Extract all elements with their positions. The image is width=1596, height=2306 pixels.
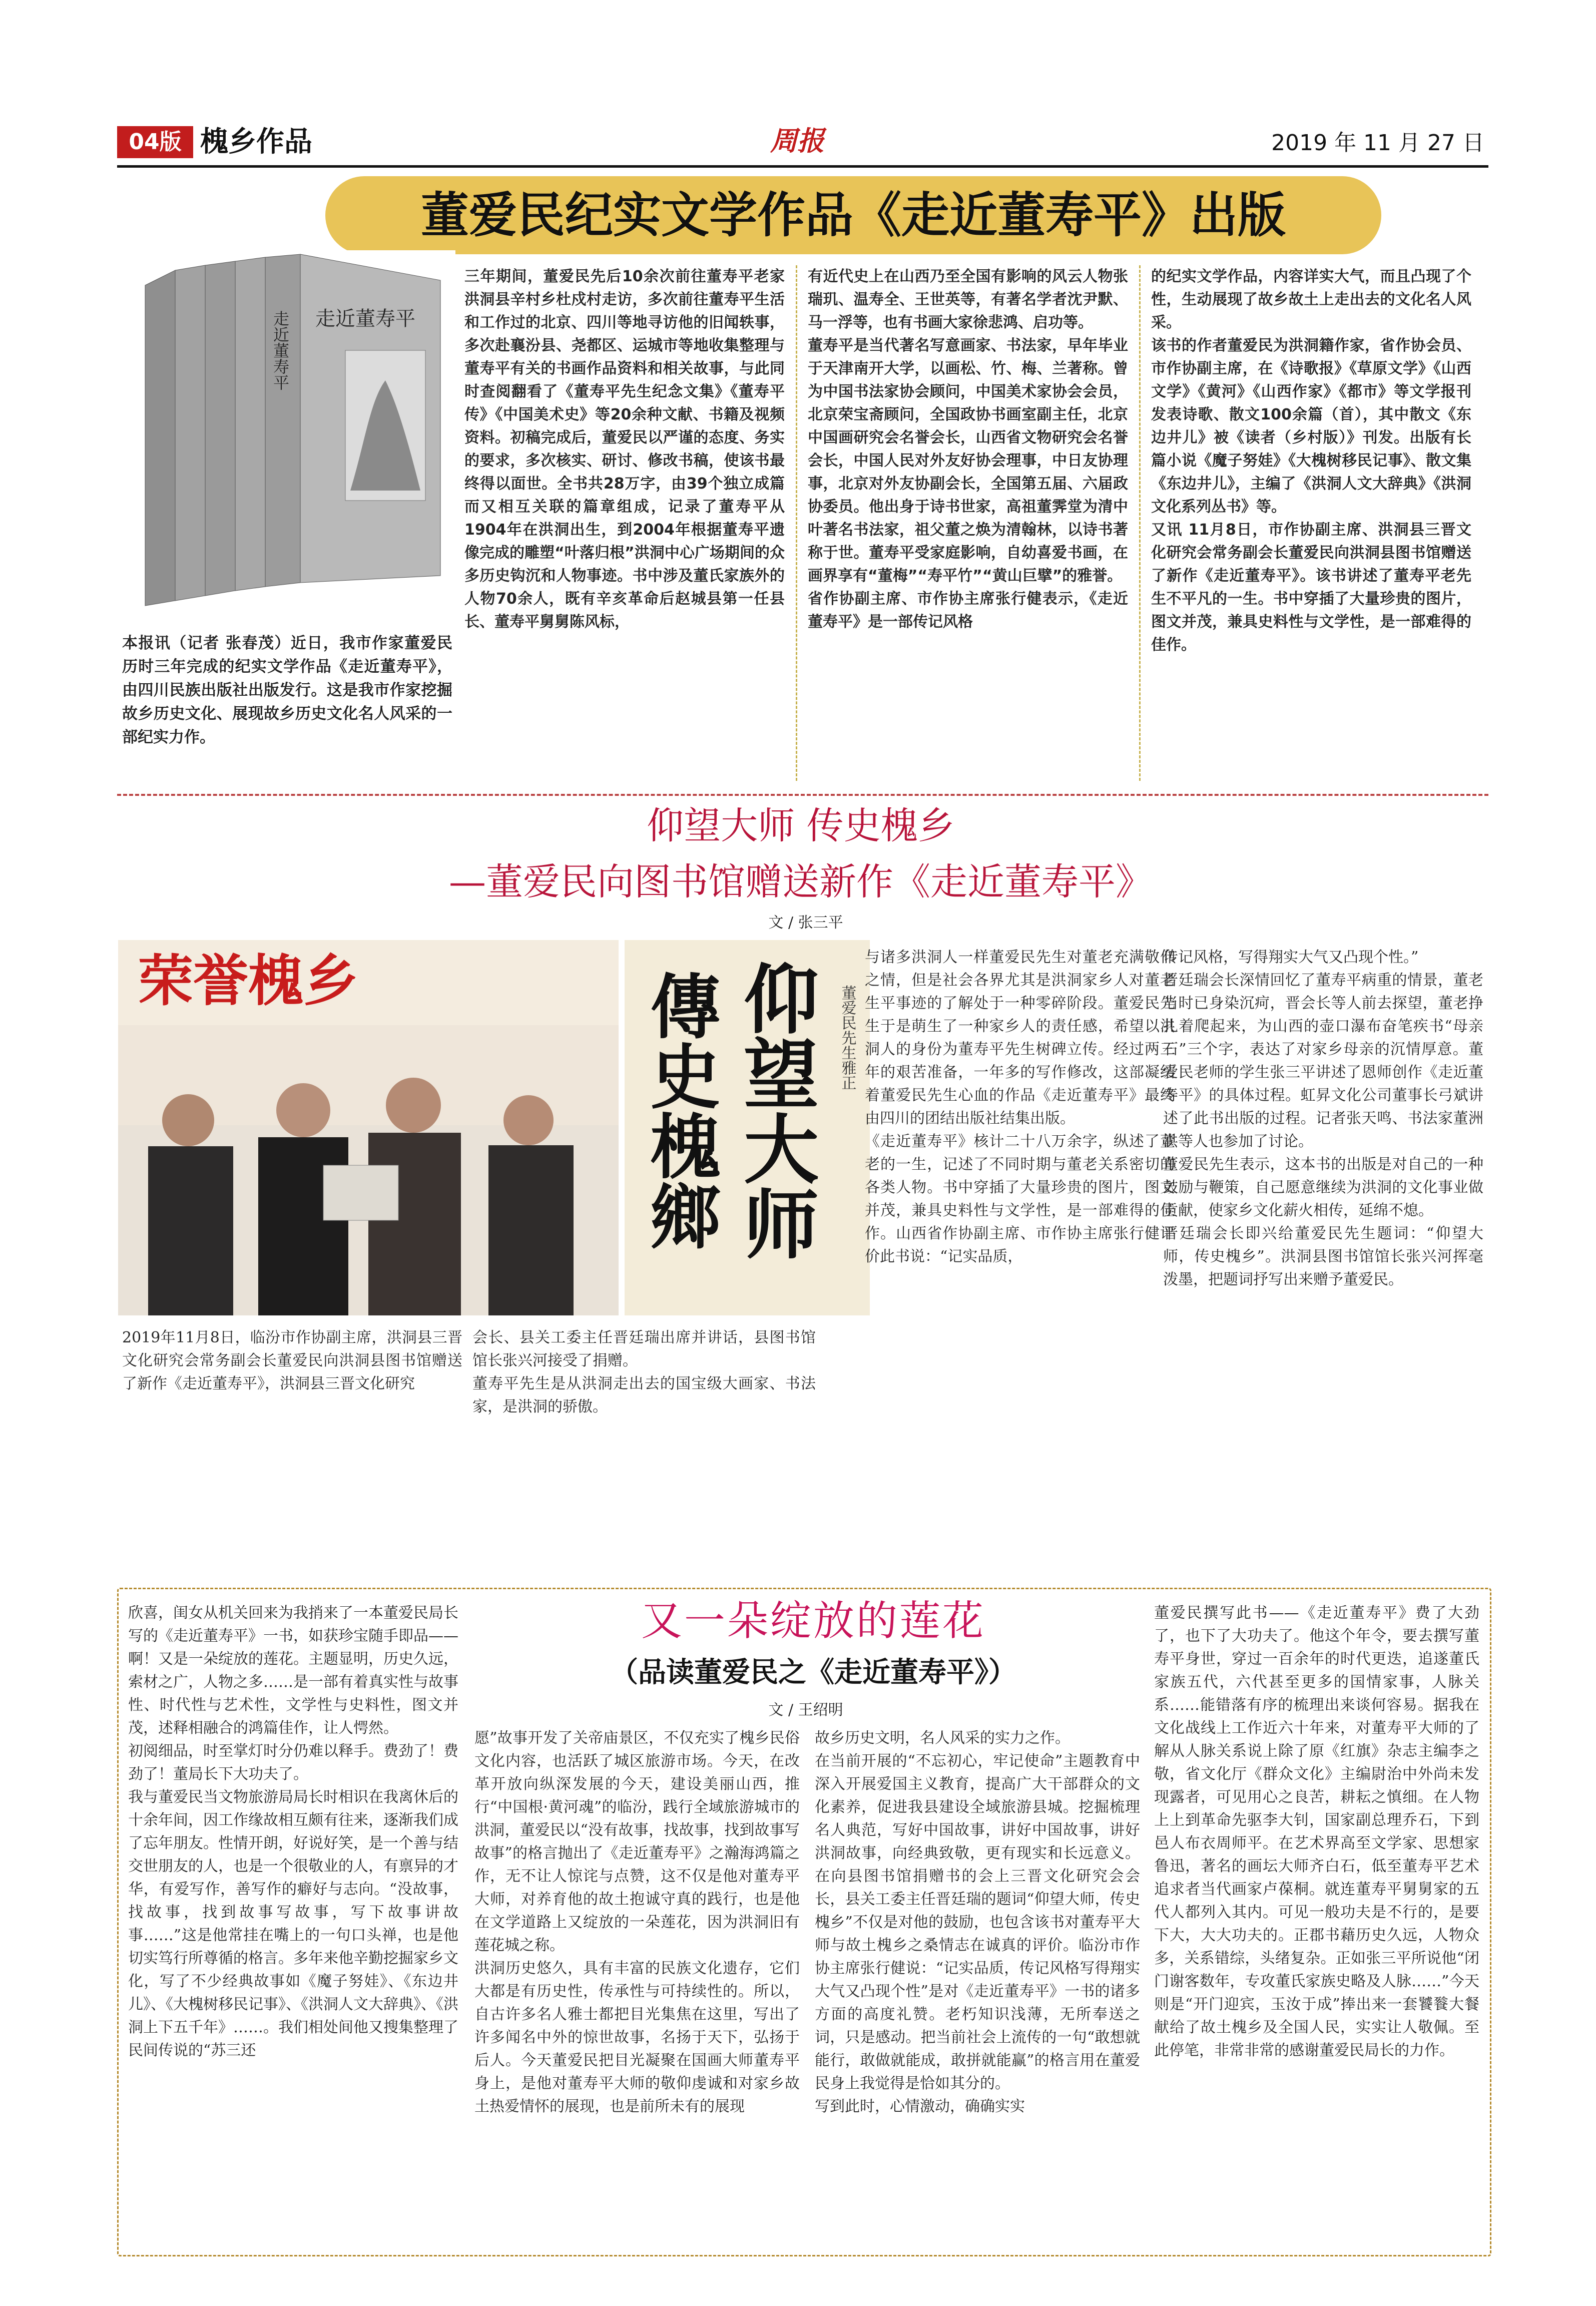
column-separator (1139, 265, 1141, 781)
calligraphy-scroll (625, 940, 870, 1315)
photo-banner-text: 荣誉槐乡 (138, 949, 358, 1013)
article3-headline: 又一朵绽放的莲花 (641, 1597, 985, 1645)
page-number: 04版 (117, 126, 193, 158)
calligraphy-side-text: 傳史槐鄉 (639, 970, 721, 1250)
article3-column-3: 故乡历史文明，名人风采的实力之作。 在当前开展的“不忘初心，牢记使命”主题教育中深入开展爱国主义教育，提高广大干部群众的文化素养，促进我县建设全域旅游县城。挖掘梳理名人典范，写好中国故事，讲好中国故事，讲好洪洞故事，向经典致敬，更有现实和长远意义。在向县图书馆捐赠书的会上三晋文化研究会会长，县关工委主任晋廷瑞的题词“仰望大师，传史槐乡”不仅是对他的鼓励，也包含该书对董寿平大师与故土槐乡之桑情志在诚真的评价。临汾市作协主席张行健说：“记实品质，传记风格写得翔实大气又凸现个性”是对《走近董寿平》一书的诸多方面的高度礼赞。老朽知识浅薄，无所奉送之词，只是感动。把当前社会上流传的一句“敢想就能行，敢做就能成，敢拼就能赢”的格言用在董爱民身上我觉得是恰如其分的。 写到此时，心情激动，确确实实 (815, 1729, 1140, 2115)
calligraphy-main-text: 仰望大师 (731, 960, 819, 1260)
book-stack-photo (135, 250, 455, 616)
article3-column-2: 愿”故事开发了关帝庙景区，不仅充实了槐乡民俗文化内容，也活跃了城区旅游市场。今天，在改革开放向纵深发展的今天，建设美丽山西，推行“中国根·黄河魂”的临汾，践行全域旅游城市的洪洞，董爱民以“没有故事，找故事，找到故事写故事”的格言抛出了《走近董寿平》之瀚海鸿篇之作，无不让人惊诧与点赞，这不仅是他对董寿平大师，对养育他的故土抱诚守真的践行，也是他在文学道路上又绽放的一朵莲花，因为洪洞旧有莲花城之称。 洪洞历史悠久，具有丰富的民族文化遗存，它们大都是有历史性，传承性与可持续性的。所以，自古许多名人雅士都把目光集焦在这里，写出了许多闻名中外的惊世故事，名扬于天下，弘扬于后人。今天董爱民把目光凝聚在国画大师董寿平身上，是他对董寿平大师的敬仰虔诚和对家乡故土热爱情怀的展现，也是前所未有的展现 (474, 1729, 800, 2115)
article2-byline: 文 / 张三平 (768, 914, 843, 932)
calligraphy-signature: 董爱民先生雅正 (838, 985, 856, 1090)
header-rule (117, 165, 1488, 168)
article2-column-2: 会长、县关工委主任晋廷瑞出席并讲话，县图书馆馆长张兴河接受了捐赠。 董寿平先生是从洪洞走出去的国宝级大画家、书法家，是洪洞的骄傲。 (472, 1329, 816, 1416)
column-title: 槐乡作品 (200, 126, 312, 158)
article3-column-1: 欣喜，闺女从机关回来为我捎来了一本董爱民局长写的《走近董寿平》一书，如获珍宝随手即品——啊！又是一朵绽放的莲花。主题显明，历史久远，索材之广，人物之多……是一部有着真实性与故事性、时代性与艺术性，文学性与史料性，图文并茂，述释相融合的鸿篇佳作，让人愕然。 初阅细品，时至掌灯时分仍难以释手。费劲了！费劲了！董局长下大功夫了。 我与董爱民当文物旅游局局长时相识在我离休后的十余年间，因工作缘故相互颇有往来，逐渐我们成了忘年朋友。性情开朗，好说好笑，是一个善与结交世朋友的人，也是一个很敬业的人，有禀异的才华，有爱写作，善写作的癖好与志向。“没故事，找故事，找到故事写故事，写下故事讲故事……”这是他常挂在嘴上的一句口头禅，也是他切实笃行所尊循的格言。多年来他辛勤挖掘家乡文化，写了不少经典故事如《魔子努娃》、《东边井儿》、《大槐树移民记事》、《洪洞人文大辞典》、《洪洞上下五千年》……。我们相处间他又搜集整理了民间传说的“苏三还 (128, 1604, 458, 2059)
paper-logo: 周报 (770, 125, 824, 157)
article2-caption: 2019年11月8日，临汾市作协副主席，洪洞县三晋文化研究会常务副会长董爱民向洪洞县图书馆赠送了新作《走近董寿平》，洪洞县三晋文化研究 (122, 1329, 462, 1393)
article2-headline: 仰望大师 传史槐乡 (647, 804, 955, 847)
article2-subtitle: —董爱民向图书馆赠送新作《走近董寿平》 (449, 860, 1153, 903)
article3-subtitle: （品读董爱民之《走近董寿平》） (610, 1656, 1016, 1689)
article3-column-4: 董爱民撰写此书——《走近董寿平》费了大劲了，也下了大功夫了。他这个年令，要去撰写董寿平身世，穿过一百余年的时代更迭，追遂董氏家族五代，六代甚至更多的国情家事，人脉关系……能错落有序的梳理出来谈何容易。据我在文化战线上工作近六十年来，对董寿平大师的了解从人脉关系说上除了原《红旗》杂志主编李之敬，省文化厅《群众文化》主编尉治中外尚未发现露者，可见用心之良苦，耕耘之慎细。在人物上上到革命先驱李大钊，国家副总理乔石，下到邑人布衣周师平。在艺术界高至文学家、思想家鲁迅，著名的画坛大师齐白石，低至董寿平艺术追求者当代画家卢葆桐。就连董寿平舅舅家的五代人都列入其内。可见一般功夫是不行的，是要下大，大大功夫的。正郡书藉历史久远，人物众多，关系错综，头绪复杂。正如张三平所说他“闭门谢客数年，专攻董氏家族史略及人脉……”今天则是“开门迎宾，玉汝于成”捧出来一套饕餮大餐献给了故土槐乡及全国人民，实实让人敬佩。至此停笔，非常非常的感谢董爱民局长的力作。 (1154, 1604, 1479, 2059)
donation-ceremony-photo (118, 940, 619, 1315)
article1-headline: 董爱民纪实文学作品《走近董寿平》出版 (421, 187, 1286, 243)
article2-column-3: 与诸多洪洞人一样董爱民先生对董老充满敬仰之情，但是社会各界尤其是洪洞家乡人对董老生平事迹的了解处于一种零碎阶段。董爱民先生于是萌生了一种家乡人的责任感，希望以洪洞人的身份为董寿平先生树碑立传。经过两三年的艰苦准备，一年多的写作修改，这部凝结着董爱民先生心血的作品《走近董寿平》最终由四川的团结出版社结集出版。 《走近董寿平》核计二十八万余字，纵述了董老的一生，记述了不同时期与董老关系密切的各类人物。书中穿插了大量珍贵的图片，图文并茂，兼具史料性与文学性，是一部难得的佳作。山西省作协副主席、市作协主席张行健评价此书说：“记实品质， (865, 949, 1175, 1265)
publication-date: 2019 年 11 月 27 日 (1271, 130, 1484, 156)
column-separator (796, 265, 797, 781)
section-divider (117, 794, 1488, 796)
article3-byline: 文 / 王绍明 (768, 1701, 843, 1719)
article2-column-4: 传记风格，写得翔实大气又凸现个性。” 晋廷瑞会长深情回忆了董寿平病重的情景，董老当时已身染沉疴，晋会长等人前去探望，董老挣扎着爬起来，为山西的壶口瀑布奋笔疾书“母亲石”三个字，表达了对家乡母亲的沉情厚意。董爱民老师的学生张三平讲述了恩师创作《走近董寿平》的具体过程。虹昇文化公司董事长弓斌讲述了此书出版的过程。记者张天鸣、书法家董洲洪等人也参加了讨论。 董爱民先生表示，这本书的出版是对自己的一种鼓励与鞭策，自己愿意继续为洪洞的文化事业做贡献，使家乡文化薪火相传，延绵不熄。 晋廷瑞会长即兴给董爱民先生题词：“仰望大师，传史槐乡”。洪洞县图书馆馆长张兴河挥毫泼墨，把题词抒写出来赠予董爱民。 (1163, 949, 1483, 1288)
article1-column-2: 有近代史上在山西乃至全国有影响的风云人物张瑞玑、温寿全、王世英等，有著名学者沈尹默、马一浮等，也有书画大家徐悲鸿、启功等。 董寿平是当代著名写意画家、书法家，早年毕业于天津南开大学，以画松、竹、梅、兰著称。曾为中国书法家协会顾问，中国美术家协会会员，北京荣宝斋顾问，全国政协书画室副主任，北京中国画研究会名誉会长，山西省文物研究会名誉会长，中国人民对外友好协会理事，中日友协理事，北京对外友协副会长，全国第五届、六届政协委员。他出身于诗书世家，高祖董霁堂为清中叶著名书法家，祖父董之焕为清翰林，以诗书著称于世。董寿平受家庭影响，自幼喜爱书画，在画界享有“董梅”“寿平竹”“黄山巨擘”的雅誉。 省作协副主席、市作协主席张行健表示，《走近董寿平》是一部传记风格 (808, 268, 1128, 631)
book-spine-title: 走近董寿平 (271, 310, 290, 390)
article1-column-3: 的纪实文学作品，内容详实大气，而且凸现了个性，生动展现了故乡故土上走出去的文化名人风采。 该书的作者董爱民为洪洞籍作家，省作协会员、市作协副主席，在《诗歌报》《草原文学》《山西文学》《黄河》《山西作家》《都市》等文学报刊发表诗歌、散文100余篇（首），其中散文《东边井儿》被《读者（乡村版）》刊发。出版有长篇小说《魔子努娃》《大槐树移民记事》、散文集《东边井儿》，主编了《洪洞人文大辞典》《洪洞文化系列丛书》等。 又讯 11月8日，市作协副主席、洪洞县三晋文化研究会常务副会长董爱民向洪洞县图书馆赠送了新作《走近董寿平》。该书讲述了董寿平老先生不平凡的一生。书中穿插了大量珍贵的图片，图文并茂，兼具史料性与文学性，是一部难得的佳作。 (1151, 268, 1471, 654)
book-spines (145, 254, 300, 606)
article1-column-1: 三年期间，董爱民先后10余次前往董寿平老家洪洞县辛村乡杜戍村走访，多次前往董寿平生活和工作过的北京、四川等地寻访他的旧闻轶事，多次赴襄汾县、尧都区、运城市等地收集整理与董寿平有关的书画作品资料和相关故事，与此同时查阅翻看了《董寿平先生纪念文集》《董寿平传》《中国美术史》等20余种文献、书籍及视频资料。初稿完成后，董爱民以严谨的态度、务实的要求，多次核实、研讨、修改书稿，使该书最终得以面世。全书共28万字，由39个独立成篇而又相互关联的篇章组成，记录了董寿平从1904年在洪洞出生，到2004年根据董寿平遗像完成的雕塑“叶落归根”洪洞中心广场期间的众多历史钩沉和人物事迹。书中涉及董氏家族外的人物70余人，既有辛亥革命后赵城县第一任县长、董寿平舅舅陈风标， (464, 268, 785, 631)
article1-caption: 本报讯（记者 张春茂）近日，我市作家董爱民历时三年完成的纪实文学作品《走近董寿平》，由四川民族出版社出版发行。这是我市作家挖掘故乡历史文化、展现故乡历史文化名人风采的一部纪实力作。 (122, 634, 452, 746)
book-cover-title: 走近董寿平 (315, 307, 415, 330)
